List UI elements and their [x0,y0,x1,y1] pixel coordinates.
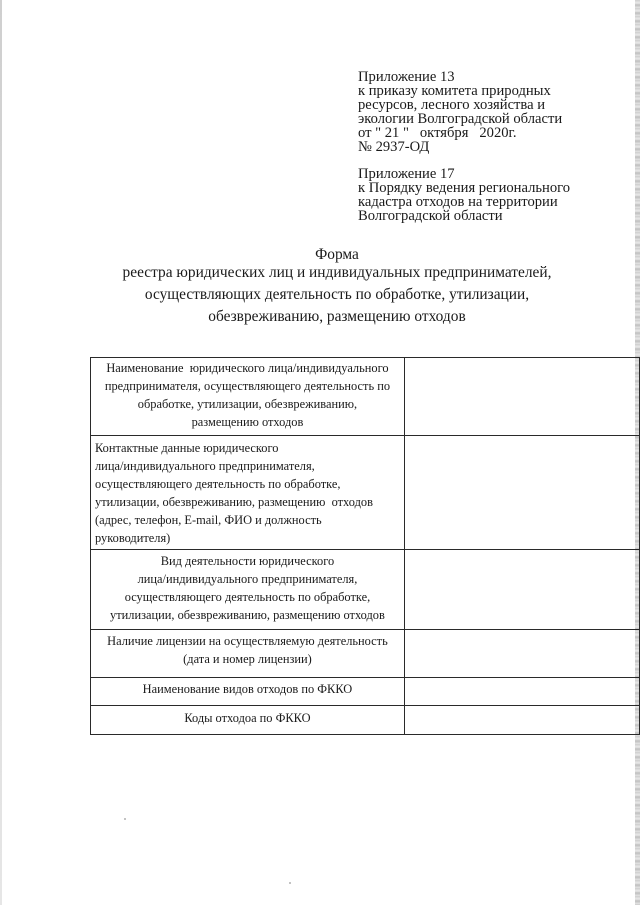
row-label-activity [91,550,405,630]
appendix-17-block [358,167,570,223]
scan-left-edge [0,0,2,905]
appendix-17-line: Волгоградской области [358,208,503,224]
appendix-17-line: кадастра отходов на территории [358,194,558,210]
row-label-contacts [91,436,405,550]
form-heading-text: Форма [315,246,359,263]
scan-speck [289,882,291,884]
cell-line: утилизации, обезвреживанию, размещению отходов [95,495,373,509]
cell-line: предпринимателя, осуществляющего деятельность по [104,379,391,393]
row-value-waste-codes[interactable] [404,706,639,735]
row-value-contacts[interactable] [404,436,639,550]
cell-line: осуществляющего деятельность по обработке, [124,590,371,604]
cell-line: лица/индивидуального предпринимателя, [137,572,358,586]
cell-line: размещению отходов [191,415,304,429]
appendix-17-line: Приложение 17 [358,166,455,182]
cell-line: Контактные данные юридического [95,441,279,455]
appendix-13-block [358,70,562,154]
cell-line: Наименование юридического лица/индивидуального [106,361,389,375]
cell-line: Наименование видов отходов по ФККО [142,682,353,696]
cell-line: утилизации, обезвреживанию, размещению отходов [110,608,385,622]
cell-line: Наличие лицензии на осуществляемую деятельность [107,634,388,648]
table-row [91,706,640,735]
appendix-13-line: Приложение 13 [358,69,455,85]
cell-line: осуществляющего деятельность по обработке, [95,477,341,491]
table-row [91,630,640,678]
form-title [0,262,640,328]
row-value-waste-types[interactable] [404,678,639,706]
table-row [91,678,640,706]
cell-line: обработке, утилизации, обезвреживанию, [137,397,358,411]
appendix-13-date-line: от " 21 " октября 2020г. [358,125,517,141]
row-label-name [91,358,405,436]
row-label-license [91,630,405,678]
row-label-waste-types [91,678,405,706]
form-title-line: осуществляющих деятельность по обработке, утилизации, [144,286,530,303]
cell-line: Вид деятельности юридического [160,554,335,568]
form-title-line: реестра юридических лиц и индивидуальных предпринимателей, [122,264,552,281]
cell-line: руководителя) [95,531,171,545]
appendix-13-line: экологии Волгоградской области [358,111,563,127]
appendix-13-line: ресурсов, лесного хозяйства и [358,97,546,113]
form-title-line: обезвреживанию, размещению отходов [208,308,466,325]
scan-speck [124,818,126,820]
registry-table [90,357,640,735]
row-value-name[interactable] [404,358,639,436]
cell-line: Коды отходоа по ФККО [184,711,311,725]
row-label-waste-codes [91,706,405,735]
table-row [91,550,640,630]
table-row [91,358,640,436]
table-row [91,436,640,550]
appendix-13-order-number: № 2937-ОД [358,139,430,155]
appendix-13-line: к приказу комитета природных [358,83,551,99]
appendix-17-line: к Порядку ведения регионального [358,180,571,196]
cell-line: (адрес, телефон, E-mail, ФИО и должность [95,513,322,527]
cell-line: лица/индивидуального предпринимателя, [95,459,315,473]
row-value-license[interactable] [404,630,639,678]
row-value-activity[interactable] [404,550,639,630]
cell-line: (дата и номер лицензии) [183,652,312,666]
